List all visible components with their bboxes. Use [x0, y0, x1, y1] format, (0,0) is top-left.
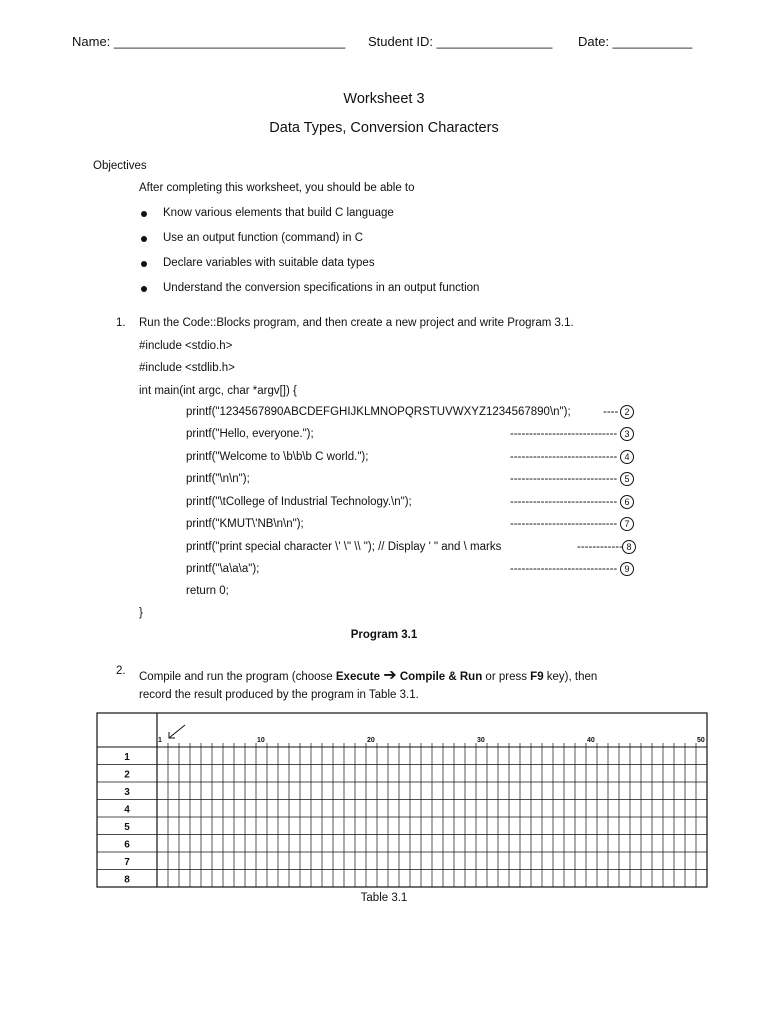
code-closing-brace: }: [139, 607, 143, 619]
code-line-dashes: ----------------------------: [510, 451, 618, 463]
grid-border: [97, 713, 707, 887]
bullet-icon: [141, 211, 147, 217]
line-marker: 5: [620, 472, 634, 486]
line-marker: 3: [620, 427, 634, 441]
objectives-intro: After completing this worksheet, you should be able to: [139, 182, 415, 194]
grid-row-label: 2: [124, 769, 130, 781]
code-line-dashes: ----------------------------: [510, 496, 618, 508]
grid-row-label: 1: [124, 751, 130, 763]
code-line: printf("Hello, everyone.");: [186, 428, 314, 440]
code-line-dashes: ----------------------------: [510, 518, 618, 530]
step-2-text-part: key), then: [543, 671, 598, 683]
code-line: printf("1234567890ABCDEFGHIJKLMNOPQRSTUVWXYZ1234567890\n");: [186, 406, 571, 418]
grid-column-label: 20: [367, 737, 375, 744]
grid-column-label: 40: [587, 737, 595, 744]
grid-column-label: 10: [257, 737, 265, 744]
step-2-text-line2: record the result produced by the program in Table 3.1.: [139, 689, 419, 701]
code-line-dashes: ----------------------------: [510, 473, 618, 485]
bullet-icon: [141, 261, 147, 267]
grid-row-label: 5: [124, 821, 130, 833]
arrow-right-icon: ➔: [383, 667, 397, 684]
grid-row-label: 8: [124, 874, 130, 886]
code-line: printf("Welcome to \b\b\b C world.");: [186, 451, 369, 463]
code-include-stdio: #include <stdio.h>: [139, 340, 233, 352]
code-line-dashes: ----: [603, 406, 619, 418]
step-2-text: [139, 665, 597, 685]
code-line: printf("KMUT\'NB\n\n");: [186, 518, 304, 530]
worksheet-title: Worksheet 3: [343, 91, 425, 107]
step-2-text-part: or press: [482, 671, 531, 683]
line-marker: 8: [622, 540, 636, 554]
compile-run-menu-label: Compile & Run: [399, 671, 483, 683]
line-marker: 2: [620, 405, 634, 419]
code-line-dashes: ----------------------------: [510, 428, 618, 440]
step-1-number: 1.: [116, 317, 126, 329]
execute-menu-label: Execute: [335, 671, 380, 683]
code-line: printf("print special character \' \" \\ "); // Display ' " and \ marks: [186, 541, 502, 553]
program-caption: Program 3.1: [350, 629, 418, 641]
f9-key-label: F9: [530, 671, 544, 683]
student-id-field-label: Student ID: ________________: [368, 34, 553, 49]
code-return: return 0;: [186, 585, 229, 597]
code-line: printf("\a\a\a");: [186, 563, 260, 575]
code-line: printf("\n\n");: [186, 473, 250, 485]
grid-row-label: 3: [124, 786, 130, 798]
output-grid-table: [96, 712, 708, 888]
code-include-stdlib: #include <stdlib.h>: [139, 362, 235, 374]
line-marker: 6: [620, 495, 634, 509]
table-caption: Table 3.1: [360, 892, 408, 904]
grid-row-label: 6: [124, 839, 130, 851]
grid-column-label: 30: [477, 737, 485, 744]
bullet-icon: [141, 236, 147, 242]
bullet-icon: [141, 286, 147, 292]
grid-row-label: 7: [124, 856, 130, 868]
objectives-heading: Objectives: [93, 160, 147, 172]
objective-item: Understand the conversion specifications in an output function: [163, 282, 480, 294]
objective-item: Use an output function (command) in C: [163, 232, 364, 244]
date-field-label: Date: ___________: [578, 34, 693, 49]
name-field-label: Name: ________________________________: [72, 34, 346, 49]
step-2-number: 2.: [116, 665, 126, 677]
grid-column-label: 1: [158, 737, 162, 744]
worksheet-subtitle: Data Types, Conversion Characters: [269, 120, 499, 136]
line-marker: 9: [620, 562, 634, 576]
grid-row-label: 4: [124, 804, 130, 816]
grid-column-label: 50: [697, 737, 705, 744]
step-2-text-part: Compile and run the program (choose: [139, 671, 336, 683]
line-marker: 7: [620, 517, 634, 531]
code-line-dashes: ------------: [577, 541, 623, 553]
code-main-signature: int main(int argc, char *argv[]) {: [139, 385, 297, 397]
step-1-text: Run the Code::Blocks program, and then create a new project and write Program 3.1.: [139, 317, 574, 329]
objective-item: Declare variables with suitable data types: [163, 257, 375, 269]
code-line-dashes: ----------------------------: [510, 563, 618, 575]
line-marker: 4: [620, 450, 634, 464]
pointer-arrow-icon: [169, 725, 185, 738]
objective-item: Know various elements that build C language: [163, 207, 394, 219]
code-line: printf("\tCollege of Industrial Technology.\n");: [186, 496, 412, 508]
